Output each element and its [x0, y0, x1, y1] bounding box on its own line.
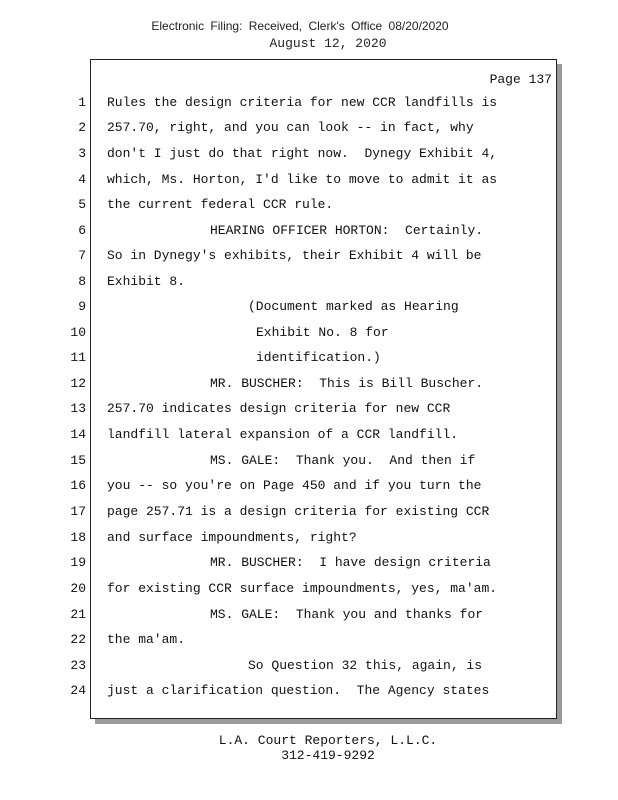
line-number: 10	[70, 325, 86, 340]
line-text: and surface impoundments, right?	[107, 530, 357, 545]
transcript-line	[0, 297, 618, 317]
line-text: the current federal CCR rule.	[107, 197, 334, 212]
transcript-line	[0, 221, 618, 241]
line-number: 19	[70, 555, 86, 570]
line-text: just a clarification question. The Agency states	[107, 683, 490, 698]
line-number: 8	[78, 274, 86, 289]
line-number: 16	[70, 478, 86, 493]
transcript-line	[0, 93, 618, 113]
line-text: MS. GALE: Thank you. And then if	[210, 453, 476, 468]
page-number: Page 137	[489, 72, 552, 87]
line-text: So in Dynegy's exhibits, their Exhibit 4 will be	[107, 248, 482, 263]
reporter-company: L.A. Court Reporters, L.L.C.	[218, 733, 438, 748]
reporter-phone: 312-419-9292	[281, 748, 375, 763]
line-number: 15	[70, 453, 86, 468]
transcript-line	[0, 579, 618, 599]
transcript-line	[0, 374, 618, 394]
transcript-line	[0, 605, 618, 625]
line-text: for existing CCR surface impoundments, yes, ma'am.	[107, 581, 498, 596]
line-text: MR. BUSCHER: I have design criteria	[210, 555, 491, 570]
line-number: 5	[78, 197, 86, 212]
line-text: HEARING OFFICER HORTON: Certainly.	[210, 223, 484, 238]
line-number: 2	[78, 120, 86, 135]
line-number: 6	[78, 223, 86, 238]
line-text: page 257.71 is a design criteria for existing CCR	[107, 504, 490, 519]
line-number: 24	[70, 683, 86, 698]
line-text: the ma'am.	[107, 632, 186, 647]
line-text: 257.70, right, and you can look -- in fact, why	[107, 120, 474, 135]
line-number: 22	[70, 632, 86, 647]
line-number: 1	[78, 95, 86, 110]
line-text: So Question 32 this, again, is	[248, 658, 483, 673]
transcript-line	[0, 476, 618, 496]
transcript-line	[0, 656, 618, 676]
line-number: 7	[78, 248, 86, 263]
transcript-line	[0, 195, 618, 215]
line-number: 13	[70, 401, 86, 416]
transcript-line	[0, 553, 618, 573]
filing-stamp: Electronic Filing: Received, Clerk's Office 08/20/2020	[151, 19, 449, 33]
line-text: 257.70 indicates design criteria for new CCR	[107, 401, 451, 416]
transcript-line	[0, 323, 618, 343]
transcript-line	[0, 399, 618, 419]
line-text: MS. GALE: Thank you and thanks for	[210, 607, 484, 622]
line-text: Exhibit No. 8 for	[256, 325, 389, 340]
line-text: don't I just do that right now. Dynegy Exhibit 4,	[107, 146, 498, 161]
transcript-line	[0, 528, 618, 548]
line-text: identification.)	[256, 350, 381, 365]
transcript-line	[0, 348, 618, 368]
line-text: MR. BUSCHER: This is Bill Buscher.	[210, 376, 484, 391]
line-text: Exhibit 8.	[107, 274, 186, 289]
line-number: 3	[78, 146, 86, 161]
line-number: 14	[70, 427, 86, 442]
line-number: 23	[70, 658, 86, 673]
transcript-date: August 12, 2020	[269, 36, 387, 51]
line-text: (Document marked as Hearing	[248, 299, 459, 314]
line-number: 11	[70, 350, 86, 365]
line-text: landfill lateral expansion of a CCR landfill.	[107, 427, 459, 442]
line-text: Rules the design criteria for new CCR landfills is	[107, 95, 498, 110]
line-number: 9	[78, 299, 86, 314]
line-number: 17	[70, 504, 86, 519]
transcript-line	[0, 246, 618, 266]
transcript-line	[0, 425, 618, 445]
line-text: which, Ms. Horton, I'd like to move to admit it as	[107, 172, 498, 187]
transcript-line	[0, 502, 618, 522]
line-number: 12	[70, 376, 86, 391]
line-number: 21	[70, 607, 86, 622]
transcript-line	[0, 681, 618, 701]
transcript-line	[0, 118, 618, 138]
line-number: 4	[78, 172, 86, 187]
transcript-line	[0, 451, 618, 471]
transcript-line	[0, 272, 618, 292]
line-number: 18	[70, 530, 86, 545]
transcript-line	[0, 144, 618, 164]
line-text: you -- so you're on Page 450 and if you turn the	[107, 478, 482, 493]
line-number: 20	[70, 581, 86, 596]
transcript-line	[0, 630, 618, 650]
transcript-line	[0, 170, 618, 190]
